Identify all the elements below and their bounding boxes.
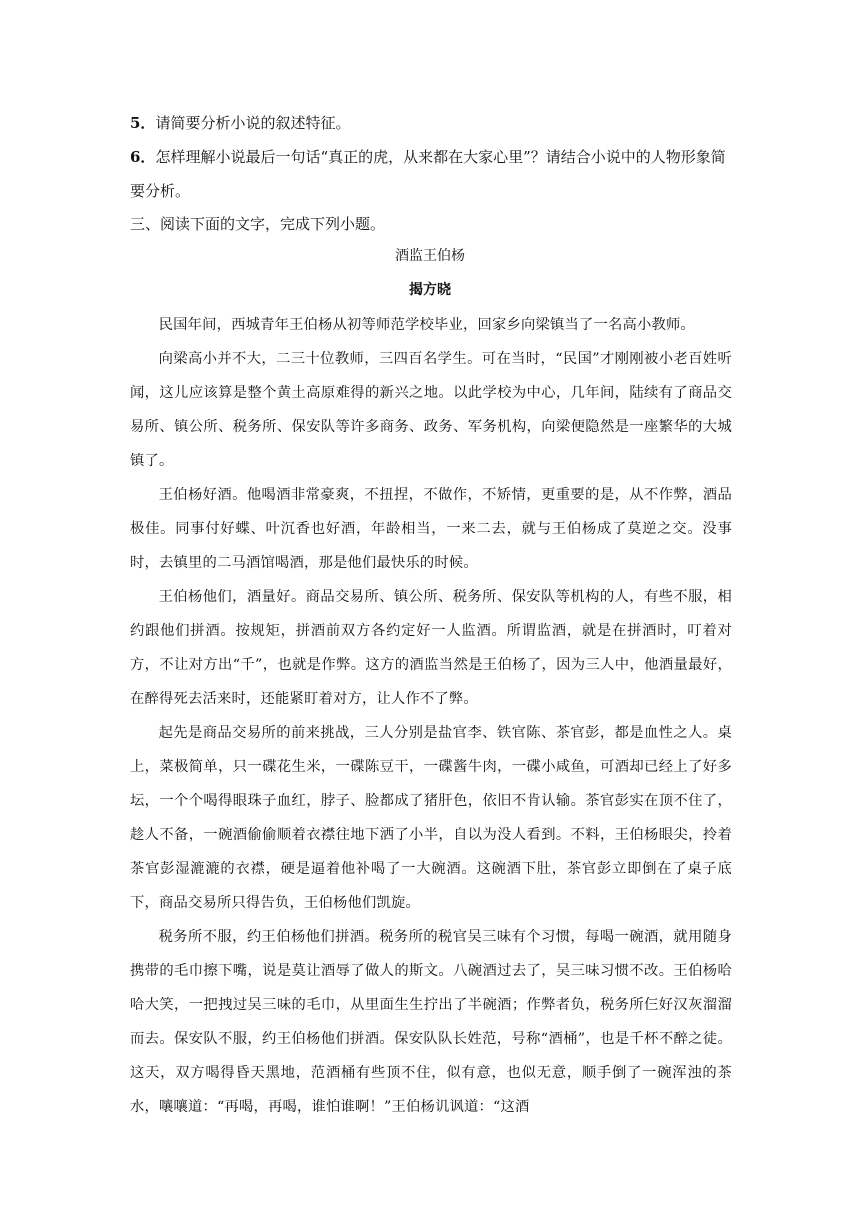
question-number: 5． [130,114,156,132]
story-paragraph: 民国年间，西城青年王伯杨从初等师范学校毕业，回家乡向梁镇当了一名高小教师。 [158,317,695,333]
question-text: 请简要分析小说的叙述特征。 [155,114,351,132]
story-paragraph: 税务所不服，约王伯杨他们拼酒。税务所的税官吴三味有个习惯，每喝一碗酒，就用随身携带的毛巾擦下嘴，说是莫让酒辱了做人的斯文。八碗酒过去了，吴三味习惯不改。王伯杨哈哈大笑，一把拽过吴三味的毛巾，从里面生生拧出了半碗酒；作弊者负，税务所仨好汉灰溜溜而去。保安队不服，约王伯杨他们拼酒。保安队队长姓范，号称“酒桶”，也是千杯不醉之徒。这天，双方喝得昏天黑地，范酒桶有些顶不住，似有意，也似无意，顺手倒了一碗浑浊的茶水，嚷嚷道：“再喝，再喝，谁怕谁啊！”王伯杨讥讽道：“这酒 [130,929,732,1115]
story-paragraph: 起先是商品交易所的前来挑战，三人分别是盐官李、铁官陈、茶官彭，都是血性之人。桌上，菜极简单，只一碟花生米，一碟陈豆干，一碟酱牛肉，一碟小咸鱼，可酒却已经上了好多坛，一个个喝得眼珠子血红，脖子、脸都成了猪肝色，依旧不肯认输。茶官彭实在顶不住了，趁人不备，一碗酒偷偷顺着衣襟往地下洒了小半，自以为没人看到。不料，王伯杨眼尖，拎着茶官彭湿漉漉的衣襟，硬是逼着他补喝了一大碗酒。这碗酒下肚，茶官彭立即倒在了桌子底下，商品交易所只得告负，王伯杨他们凯旋。 [130,725,732,911]
story-author: 揭方晓 [409,282,451,298]
question-5 [130,106,740,140]
story-body [130,308,732,1124]
section-instruction: 三、阅读下面的文字，完成下列小题。 [130,215,386,233]
story-paragraph: 王伯杨他们，酒量好。商品交易所、镇公所、税务所、保安队等机构的人，有些不服，相约跟他们拼酒。按规矩，拼酒前双方各约定好一人监酒。所谓监酒，就是在拼酒时，叮着对方，不让对方出“千”，也就是作弊。这方的酒监当然是王伯杨了，因为三人中，他酒量最好，在醉得死去活来时，还能紧盯着对方，让人作不了弊。 [130,589,732,707]
question-number: 6． [130,148,156,166]
story-title: 酒监王伯杨 [395,248,465,264]
question-6 [130,140,740,208]
story-paragraph: 王伯杨好酒。他喝酒非常豪爽，不扭捏，不做作，不矫情，更重要的是，从不作弊，酒品极佳。同事付好蝶、叶沉香也好酒，年龄相当，一来二去，就与王伯杨成了莫逆之交。没事时，去镇里的二马酒馆喝酒，那是他们最快乐的时候。 [130,487,732,571]
story-paragraph: 向梁高小并不大，二三十位教师，三四百名学生。可在当时，“民国”才刚刚被小老百姓听闻，这儿应该算是整个黄土高原难得的新兴之地。以此学校为中心，几年间，陆续有了商品交易所、镇公所、税务所、保安队等许多商务、政务、军务机构，向梁便隐然是一座繁华的大城镇了。 [130,351,732,469]
question-text: 怎样理解小说最后一句话“真正的虎，从来都在大家心里”？请结合小说中的人物形象简要分析。 [130,148,726,200]
